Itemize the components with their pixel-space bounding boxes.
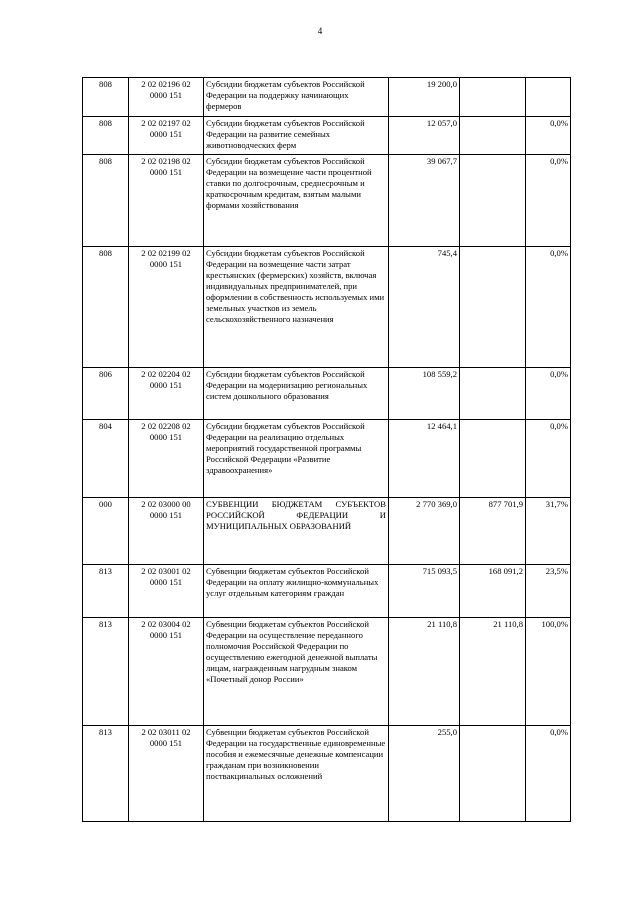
- admin-code-cell: 813: [83, 565, 129, 618]
- plan-amount-cell: 2 770 369,0: [389, 498, 460, 565]
- admin-code-cell: 804: [83, 420, 129, 498]
- budget-code-line: 0000 151: [149, 380, 183, 390]
- budget-code-line: 0000 151: [149, 630, 183, 640]
- table-row: [83, 420, 571, 498]
- budget-code-cell: [129, 420, 204, 498]
- budget-code-cell: [129, 247, 204, 368]
- actual-amount-cell: [460, 117, 526, 155]
- actual-amount-cell: [460, 368, 526, 420]
- revenue-name-cell: Субсидии бюджетам субъектов Российской Федерации на развитие семейных животноводческих ферм: [204, 117, 389, 155]
- plan-amount-cell: 19 200,0: [389, 78, 460, 117]
- budget-code-line: 2 02 03000 00: [141, 499, 191, 509]
- actual-amount-cell: [460, 247, 526, 368]
- budget-code-line: 0000 151: [149, 432, 183, 442]
- plan-amount-cell: 715 093,5: [389, 565, 460, 618]
- table-row: [83, 78, 571, 117]
- actual-amount-cell: 21 110,8: [460, 618, 526, 726]
- admin-code-cell: 808: [83, 155, 129, 247]
- budget-code-cell: [129, 78, 204, 117]
- execution-percent-cell: 100,0%: [526, 618, 571, 726]
- budget-code-cell: [129, 726, 204, 822]
- admin-code-cell: 813: [83, 618, 129, 726]
- table-row: [83, 247, 571, 368]
- actual-amount-cell: 877 701,9: [460, 498, 526, 565]
- budget-code-line: 2 02 02196 02: [141, 79, 191, 89]
- table-row: [83, 155, 571, 247]
- revenue-name-cell: Субвенции бюджетам субъектов Российской Федерации на осуществление переданного полномочия Российской Федерации по осуществлению ежегодной денежной выплаты лицам, награжденным нагрудным знаком «Почетный донор России»: [204, 618, 389, 726]
- execution-percent-cell: 31,7%: [526, 498, 571, 565]
- budget-code-line: 0000 151: [149, 90, 183, 100]
- revenue-name-cell: Субсидии бюджетам субъектов Российской Федерации на поддержку начинающих фермеров: [204, 78, 389, 117]
- budget-code-line: 0000 151: [149, 577, 183, 587]
- budget-table: [82, 77, 571, 822]
- plan-amount-cell: 12 464,1: [389, 420, 460, 498]
- revenue-name-cell: Субсидии бюджетам субъектов Российской Федерации на возмещение части процентной ставки по долгосрочным, среднесрочным и краткосрочным кредитам, взятым малыми формами хозяйствования: [204, 155, 389, 247]
- admin-code-cell: 806: [83, 368, 129, 420]
- budget-code-cell: [129, 155, 204, 247]
- budget-code-cell: [129, 368, 204, 420]
- table-row: [83, 565, 571, 618]
- admin-code-cell: 808: [83, 117, 129, 155]
- actual-amount-cell: [460, 420, 526, 498]
- admin-code-cell: 808: [83, 247, 129, 368]
- actual-amount-cell: 168 091,2: [460, 565, 526, 618]
- admin-code-cell: 000: [83, 498, 129, 565]
- plan-amount-cell: 21 110,8: [389, 618, 460, 726]
- budget-code-line: 2 02 02197 02: [141, 118, 191, 128]
- execution-percent-cell: 0,0%: [526, 726, 571, 822]
- plan-amount-cell: 12 057,0: [389, 117, 460, 155]
- budget-code-line: 0000 151: [149, 738, 183, 748]
- budget-code-line: 2 02 03011 02: [141, 727, 191, 737]
- actual-amount-cell: [460, 155, 526, 247]
- page-number: 4: [317, 26, 323, 36]
- revenue-name-cell: СУБВЕНЦИИ БЮДЖЕТАМ СУБЪЕКТОВ РОССИЙСКОЙ ФЕДЕРАЦИИ И МУНИЦИПАЛЬНЫХ ОБРАЗОВАНИЙ: [204, 498, 389, 565]
- plan-amount-cell: 39 067,7: [389, 155, 460, 247]
- budget-code-line: 0000 151: [149, 259, 183, 269]
- budget-code-line: 2 02 03004 02: [141, 619, 191, 629]
- execution-percent-cell: 0,0%: [526, 117, 571, 155]
- table-row: [83, 117, 571, 155]
- plan-amount-cell: 108 559,2: [389, 368, 460, 420]
- execution-percent-cell: 0,0%: [526, 247, 571, 368]
- budget-code-cell: [129, 117, 204, 155]
- execution-percent-cell: 0,0%: [526, 420, 571, 498]
- revenue-name-cell: Субсидии бюджетам субъектов Российской Федерации на реализацию отдельных мероприятий государственной программы Российской Федерации «Развитие здравоохранения»: [204, 420, 389, 498]
- budget-code-cell: [129, 498, 204, 565]
- budget-code-line: 2 02 02198 02: [141, 156, 191, 166]
- revenue-name-cell: Субвенции бюджетам субъектов Российской Федерации на государственные единовременные пособия и ежемесячные денежные компенсации гражданам при возникновении поствакцинальных осложнений: [204, 726, 389, 822]
- budget-code-line: 0000 151: [149, 129, 183, 139]
- plan-amount-cell: 745,4: [389, 247, 460, 368]
- revenue-name-cell: Субсидии бюджетам субъектов Российской Федерации на модернизацию региональных систем дошкольного образования: [204, 368, 389, 420]
- execution-percent-cell: 0,0%: [526, 368, 571, 420]
- budget-code-line: 0000 151: [149, 167, 183, 177]
- execution-percent-cell: 0,0%: [526, 155, 571, 247]
- table-row: [83, 498, 571, 565]
- table-row: [83, 618, 571, 726]
- budget-code-cell: [129, 618, 204, 726]
- budget-code-line: 2 02 03001 02: [141, 566, 191, 576]
- table-row: [83, 726, 571, 822]
- plan-amount-cell: 255,0: [389, 726, 460, 822]
- table-row: [83, 368, 571, 420]
- budget-code-line: 2 02 02199 02: [141, 248, 191, 258]
- execution-percent-cell: [526, 78, 571, 117]
- budget-code-line: 2 02 02204 02: [141, 369, 191, 379]
- admin-code-cell: 808: [83, 78, 129, 117]
- actual-amount-cell: [460, 726, 526, 822]
- admin-code-cell: 813: [83, 726, 129, 822]
- budget-code-cell: [129, 565, 204, 618]
- revenue-name-cell: Субвенции бюджетам субъектов Российской Федерации на оплату жилищно-коммунальных услуг отдельным категориям граждан: [204, 565, 389, 618]
- execution-percent-cell: 23,5%: [526, 565, 571, 618]
- budget-code-line: 0000 151: [149, 510, 183, 520]
- budget-code-line: 2 02 02208 02: [141, 421, 191, 431]
- actual-amount-cell: [460, 78, 526, 117]
- revenue-name-cell: Субсидии бюджетам субъектов Российской Федерации на возмещение части затрат крестьянских (фермерских) хозяйств, включая индивидуальных предпринимателей, при оформлении в собственность используемых ими земельных участков из земель сельскохозяйственного назначения: [204, 247, 389, 368]
